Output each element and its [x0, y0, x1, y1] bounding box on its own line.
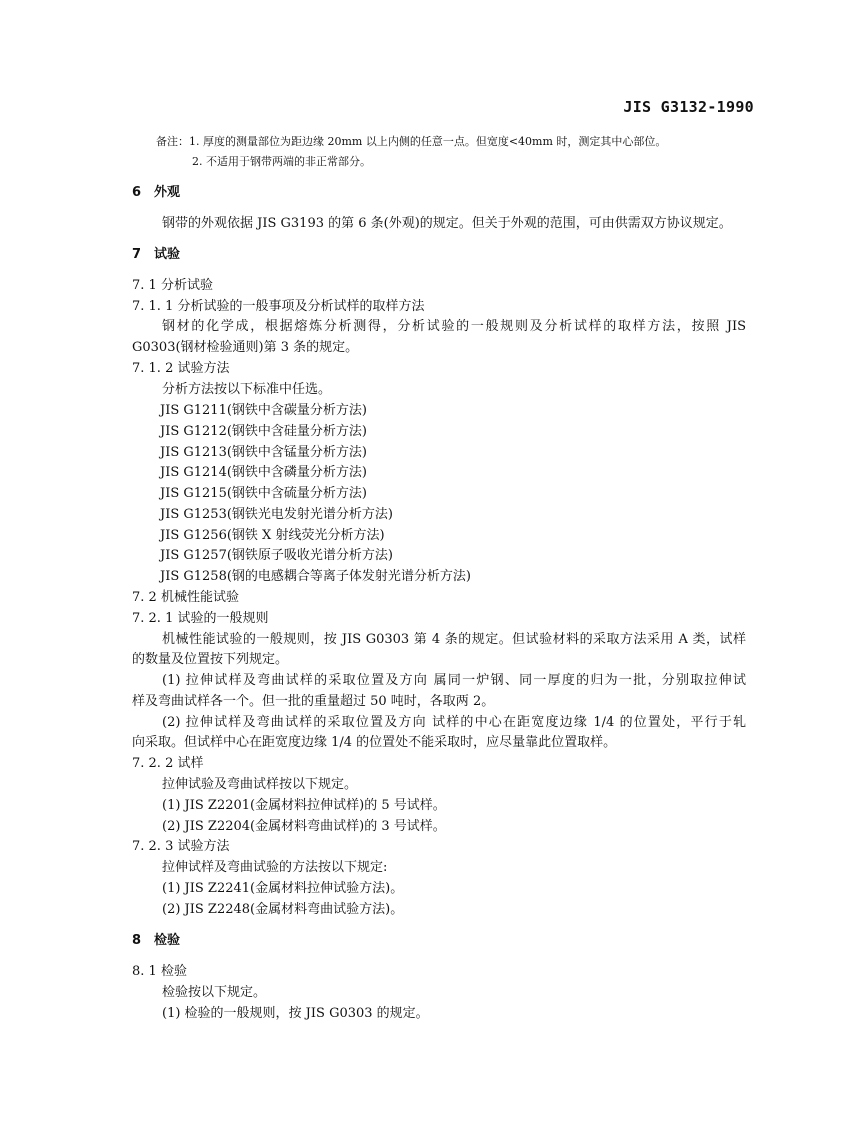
- subsection-heading: 7. 2. 3 试验方法: [132, 839, 230, 854]
- subsection-heading: 8. 1 检验: [132, 964, 187, 979]
- method-item: JIS G1214(钢铁中含磷量分析方法): [160, 465, 367, 480]
- paragraph: 机械性能试验的一般规则，按 JIS G0303 第 4 条的规定。但试验材料的采取方法采用 A 类，试样: [162, 632, 746, 647]
- method-item: JIS G1213(钢铁中含锰量分析方法): [160, 445, 367, 460]
- section-7-heading: [132, 246, 180, 264]
- subsection-heading: 7. 2 机械性能试验: [132, 590, 239, 605]
- method-item: JIS G1256(钢铁 X 射线荧光分析方法): [160, 528, 385, 543]
- paragraph: 钢材的化学成，根据熔炼分析测得，分析试验的一般规则及分析试样的取样方法，按照 JIS: [162, 319, 746, 334]
- method-item: JIS G1253(钢铁光电发射光谱分析方法): [160, 507, 393, 522]
- method-item: JIS G1211(钢铁中含碳量分析方法): [160, 403, 367, 418]
- subsection-heading: 7. 1. 2 试验方法: [132, 361, 230, 376]
- method-item: JIS G1258(钢的电感耦合等离子体发射光谱分析方法): [160, 569, 471, 584]
- paragraph: G0303(钢材检验通则)第 3 条的规定。: [132, 340, 359, 355]
- section-number: 7: [132, 247, 142, 262]
- list-item: (1) JIS Z2201(金属材料拉伸试样)的 5 号试样。: [162, 798, 446, 813]
- paragraph: 分析方法按以下标准中任选。: [162, 382, 332, 397]
- section-8-heading: [132, 932, 180, 950]
- section-number: 8: [132, 933, 142, 948]
- document-code-header: JIS G3132-1990: [623, 98, 754, 116]
- paragraph: 的数量及位置按下列规定。: [132, 652, 289, 667]
- paragraph: 拉伸试验及弯曲试样按以下规定。: [162, 777, 358, 792]
- paragraph: 样及弯曲试样各一个。但一批的重量超过 50 吨时，各取两 2。: [132, 694, 495, 709]
- paragraph: 钢带的外观依据 JIS G3193 的第 6 条(外观)的规定。但关于外观的范围，可由供需双方协议规定。: [162, 216, 732, 231]
- method-item: JIS G1212(钢铁中含硅量分析方法): [160, 424, 367, 439]
- section-number: 6: [132, 185, 142, 200]
- section-6-heading: [132, 184, 180, 202]
- note-2: 2. 不适用于钢带两端的非正常部分。: [192, 155, 371, 168]
- method-item: JIS G1257(钢铁原子吸收光谱分析方法): [160, 548, 393, 563]
- paragraph: (2) 拉伸试样及弯曲试样的采取位置及方向 试样的中心在距宽度边缘 1/4 的位置处，平行于轧: [162, 715, 746, 730]
- section-title: 外观: [154, 185, 181, 200]
- paragraph: (1) 拉伸试样及弯曲试样的采取位置及方向 属同一炉钢、同一厚度的归为一批，分别取拉伸试: [162, 673, 746, 688]
- paragraph: 检验按以下规定。: [162, 985, 267, 1000]
- paragraph: 向采取。但试样中心在距宽度边缘 1/4 的位置处不能采取时，应尽量靠此位置取样。: [132, 735, 617, 750]
- method-item: JIS G1215(钢铁中含硫量分析方法): [160, 486, 367, 501]
- list-item: (1) 检验的一般规则，按 JIS G0303 的规定。: [162, 1006, 429, 1021]
- list-item: (1) JIS Z2241(金属材料拉伸试验方法)。: [162, 881, 404, 896]
- list-item: (2) JIS Z2204(金属材料弯曲试样)的 3 号试样。: [162, 819, 446, 834]
- subsection-heading: 7. 1. 1 分析试验的一般事项及分析试样的取样方法: [132, 299, 425, 314]
- paragraph: 拉伸试样及弯曲试验的方法按以下规定:: [162, 860, 388, 875]
- subsection-heading: 7. 2. 2 试样: [132, 756, 204, 771]
- section-title: 试验: [154, 247, 181, 262]
- subsection-heading: 7. 2. 1 试验的一般规则: [132, 611, 269, 626]
- section-title: 检验: [154, 933, 181, 948]
- list-item: (2) JIS Z2248(金属材料弯曲试验方法)。: [162, 902, 404, 917]
- note-1: 备注：1. 厚度的测量部位为距边缘 20mm 以上内侧的任意一点。但宽度<40mm 时，测定其中心部位。: [156, 135, 667, 148]
- subsection-heading: 7. 1 分析试验: [132, 278, 213, 293]
